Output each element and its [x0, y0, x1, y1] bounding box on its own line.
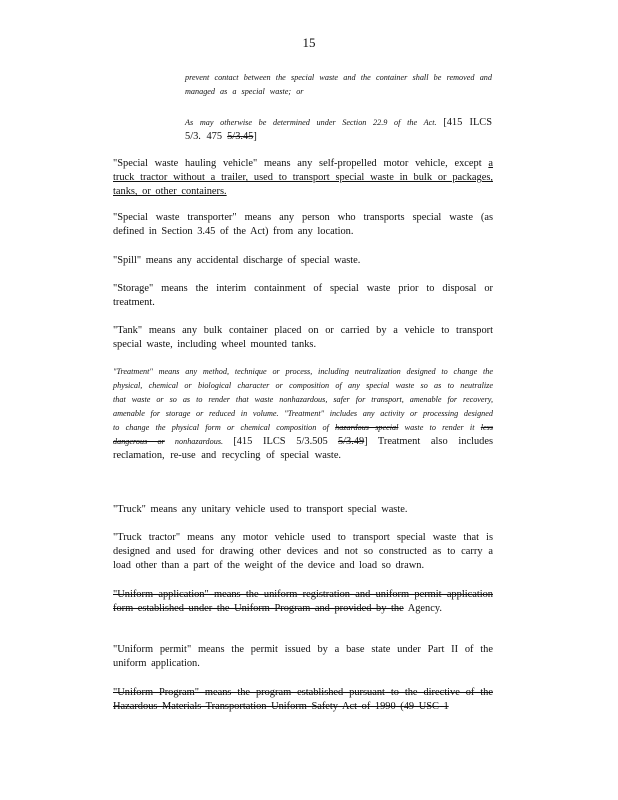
treatment-mid: waste to render it [404, 423, 475, 432]
definition-tank [113, 324, 493, 352]
treatment-struck-less-dangerous: less dangerous or [113, 423, 494, 446]
truck-text: "Truck" means any unitary vehicle used to transport special waste. [113, 504, 408, 515]
treatment-text: "Treatment" means any method, technique or process, including neutralization designed to change the physical, chemical or biological character or composition of any special waste so as to neutralize that waste or so as to render that waste nonhazardous, safer for transport, amenable for recovery, amenable for storage or reduced in volume. "Treatment" includes any activity or processing designed to change the physical form or chemical composition of [113, 367, 493, 432]
definition-treatment [113, 365, 493, 463]
paragraph-otherwise-determined [185, 116, 492, 144]
definition-special-waste-transporter [113, 211, 493, 239]
container-removal-text: prevent contact between the special waste and the container shall be removed and managed as a special waste; or [185, 73, 492, 96]
storage-text: "Storage" means the interim containment of special waste prior to disposal or treatment. [113, 283, 493, 309]
citation-close: ] [253, 131, 257, 142]
definition-storage [113, 282, 493, 310]
treatment-citation-close: ] [364, 436, 368, 447]
otherwise-determined-text: As may otherwise be determined under Section 22.9 of the Act. [185, 118, 437, 127]
treatment-citation: [415 ILCS 5/3.505 [233, 436, 328, 447]
treatment-struck-hazardous: hazardous special [335, 423, 399, 432]
definition-uniform-application [113, 588, 493, 616]
struck-citation: 5/3.45 [227, 131, 254, 142]
transporter-text: "Special waste transporter" means any person who transports special waste (as defined in Section 3.45 of the Act) from any location. [113, 212, 493, 238]
page-number: 15 [302, 35, 316, 50]
uniform-program-struck: "Uniform Program" means the program established pursuant to the directive of the Hazardous Materials Transportation Uniform Safety Act of 1990 (49 USC 1 [113, 687, 493, 713]
citation-415-ilcs: [415 ILCS 5/3. 475 [185, 117, 493, 142]
definition-spill [113, 254, 493, 268]
treatment-struck-citation: 5/3.49 [337, 436, 365, 447]
definition-special-waste-hauling-vehicle [113, 157, 493, 200]
definition-uniform-permit [113, 643, 493, 671]
hauling-vehicle-inserted-text: a truck tractor without a trailer, used to transport special waste in bulk or packages, tanks, or other containers. [113, 158, 493, 198]
paragraph-container-removal [185, 71, 492, 99]
definition-truck-tractor [113, 531, 493, 574]
truck-tractor-text: "Truck tractor" means any motor vehicle used to transport special waste that is designed and used for drawing other devices and not so constructed as to carry a load other than a part of the weight of the device and load so drawn. [113, 532, 493, 572]
definition-truck [113, 503, 493, 517]
definition-uniform-program [113, 686, 493, 714]
uniform-permit-text: "Uniform permit" means the permit issued by a base state under Part II of the uniform application. [113, 644, 493, 670]
tank-text: "Tank" means any bulk container placed on or carried by a vehicle to transport special waste, including wheel mounted tanks. [113, 325, 493, 351]
treatment-tail: nonhazardous. [174, 437, 224, 446]
uniform-application-struck: "Uniform application" means the uniform registration and uniform permit application form established under the Uniform Program and provided by the [113, 589, 493, 615]
spill-text: "Spill" means any accidental discharge of special waste. [113, 255, 361, 266]
hauling-vehicle-lead: "Special waste hauling vehicle" means any self-propelled motor vehicle, except [113, 158, 482, 169]
uniform-application-end: Agency. [407, 603, 442, 615]
treatment-rest: Treatment also includes reclamation, re-use and recycling of special waste. [113, 436, 494, 461]
